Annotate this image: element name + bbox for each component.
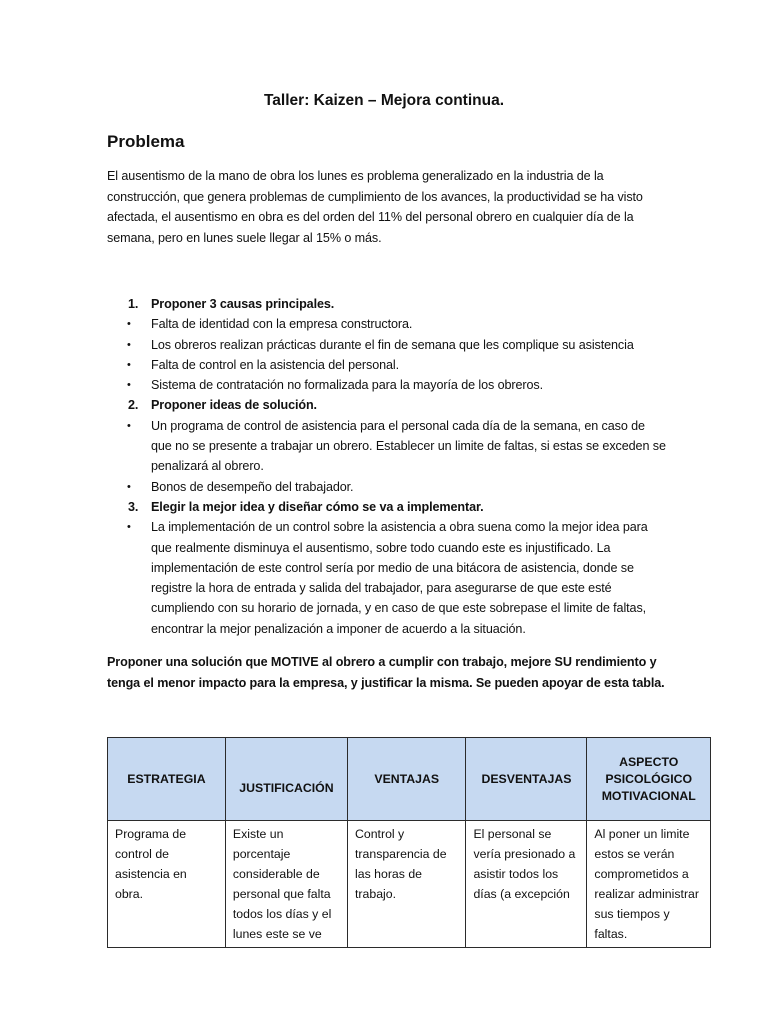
number-marker: 3. — [128, 499, 139, 514]
section-heading: Problema — [107, 132, 185, 151]
list-item-text: Proponer ideas de solución. — [151, 398, 317, 413]
header-aspecto-psicologico: ASPECTO PSICOLÓGICO MOTIVACIONAL — [587, 738, 711, 821]
list-item — [107, 335, 667, 355]
header-desventajas: DESVENTAJAS — [466, 738, 587, 821]
list-item-text: Falta de control en la asistencia del personal. — [151, 357, 400, 372]
problem-paragraph: El ausentismo de la mano de obra los lunes es problema generalizado en la industria de la construcción, que genera problemas de cumplimiento de los avances, la productividad se ha visto afectada, el ausentismo en obra es del orden del 11% del personal obrero en cualquier día de la semana, pero en lunes suele llegar al 15% o más. — [107, 169, 643, 245]
bullet-marker: • — [127, 419, 131, 432]
list-item-text: Los obreros realizan prácticas durante el fin de semana que les complique su asistencia — [151, 337, 634, 352]
list-item-text: La implementación de un control sobre la asistencia a obra suena como la mejor idea para que realmente disminuya el ausentismo, sobre todo cuando este es injustificado. La implementación de este control sería por medio de una bitácora de asistencia, donde se registre la hora de entrada y salida del trabajador, para asegurarse de que este esté cumpliendo con su horario de jornada, y en caso de que este sobrepase el limite de faltas, encontrar la mejor penalización a imponer de acuerdo a la situación. — [151, 520, 648, 636]
header-ventajas: VENTAJAS — [348, 738, 466, 821]
list-item — [107, 416, 667, 477]
numbered-list — [107, 294, 667, 639]
header-estrategia: ESTRATEGIA — [108, 738, 226, 821]
list-item — [107, 294, 667, 314]
bullet-marker: • — [127, 480, 131, 493]
cell-justificacion: Existe un porcentaje considerable de personal que falta todos los días y el lunes este se ve — [225, 821, 347, 948]
list-item-text: Un programa de control de asistencia para el personal cada día de la semana, en caso de que no se presente a trabajar un obrero. Establecer un limite de faltas, si estas se exceden se penalizará al obrero. — [151, 418, 666, 474]
cell-desventajas: El personal se vería presionado a asistir todos los días (a excepción — [466, 821, 587, 948]
table-header-row — [108, 738, 711, 821]
list-item — [107, 375, 667, 395]
list-item — [107, 477, 667, 497]
list-item-text: Proponer 3 causas principales. — [151, 297, 335, 311]
list-item — [107, 355, 667, 375]
list-item — [107, 395, 667, 415]
document-title: Taller: Kaizen – Mejora continua. — [263, 92, 504, 109]
bullet-marker: • — [127, 318, 131, 331]
cell-estrategia: Programa de control de asistencia en obra. — [108, 821, 226, 948]
header-justificacion: JUSTIFICACIÓN — [225, 738, 347, 821]
list-item — [107, 517, 667, 639]
list-item-text: Elegir la mejor idea y diseñar cómo se va a implementar. — [151, 499, 484, 514]
table-row — [108, 821, 711, 948]
number-marker: 2. — [128, 398, 139, 413]
closing-paragraph: Proponer una solución que MOTIVE al obrero a cumplir con trabajo, mejore SU rendimiento y tenga el menor impacto para la empresa, y justificar la misma. Se pueden apoyar de esta tabla. — [107, 655, 665, 690]
list-item-text: Sistema de contratación no formalizada para la mayoría de los obreros. — [151, 378, 544, 393]
solution-table — [107, 737, 711, 948]
list-item-text: Falta de identidad con la empresa constructora. — [151, 317, 413, 332]
number-marker: 1. — [128, 297, 139, 311]
bullet-marker: • — [127, 358, 131, 371]
cell-ventajas: Control y transparencia de las horas de trabajo. — [348, 821, 466, 948]
list-item-text: Bonos de desempeño del trabajador. — [151, 479, 354, 494]
bullet-marker: • — [127, 521, 131, 534]
bullet-marker: • — [127, 338, 131, 351]
list-item — [107, 314, 667, 334]
cell-aspecto-psicologico: Al poner un limite estos se verán comprometidos a realizar administrar sus tiempos y faltas. — [587, 821, 711, 948]
bullet-marker: • — [127, 379, 131, 392]
list-item — [107, 497, 667, 517]
